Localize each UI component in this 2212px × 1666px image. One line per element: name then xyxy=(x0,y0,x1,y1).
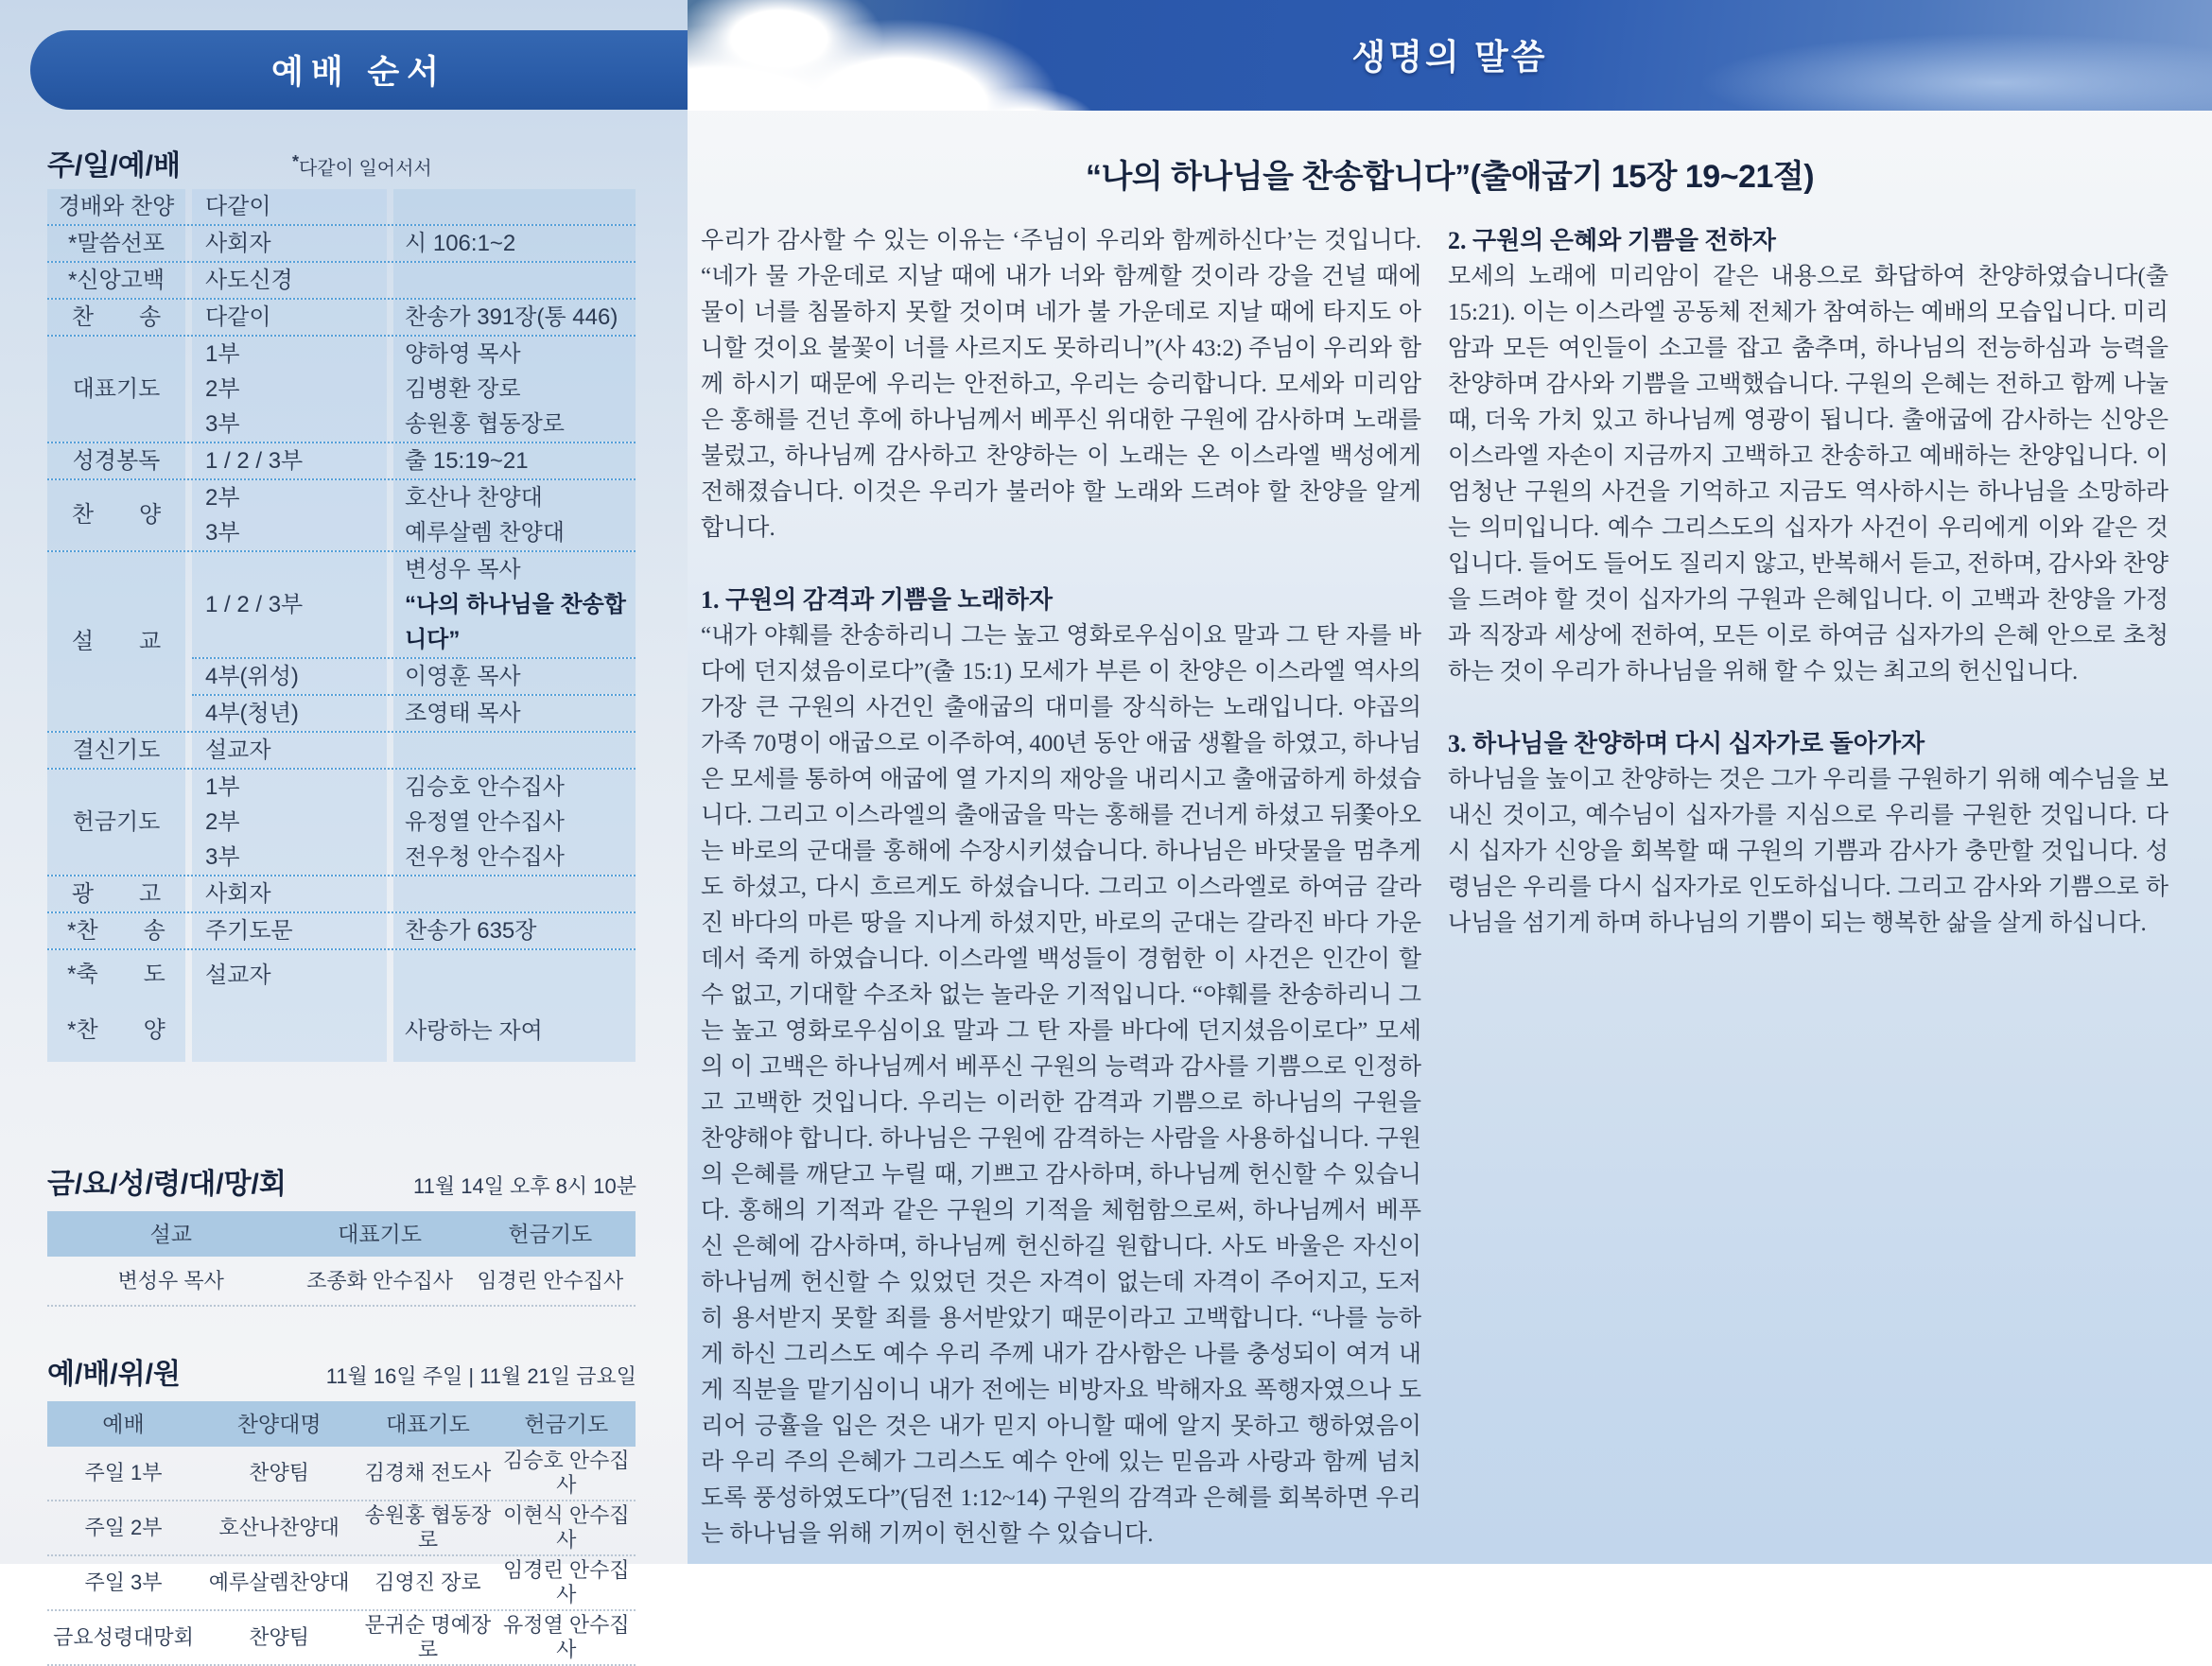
table-row xyxy=(47,1501,636,1556)
worship-item-label: *신앙고백 xyxy=(47,263,185,298)
worship-segment-part: 2부 xyxy=(192,372,387,407)
column-header: 대표기도 xyxy=(338,1222,422,1246)
worship-segment-part: 주기도문 xyxy=(192,913,387,948)
worship-value-line: 예루살렘 찬양대 xyxy=(405,520,565,546)
worship-value-line: 조영태 목사 xyxy=(405,701,521,726)
worship-row-segments xyxy=(192,770,636,875)
worship-segment-value xyxy=(393,189,636,224)
worship-committee-title: 예/배/위/원 xyxy=(47,1359,181,1390)
worship-value-line: 김승호 안수집사 xyxy=(405,774,565,800)
table-cell: 김경채 전도사 xyxy=(364,1461,492,1484)
worship-segment-part: 3부 xyxy=(192,515,387,550)
worship-row-segments xyxy=(192,876,636,911)
table-row xyxy=(47,1611,636,1666)
worship-item-label: 헌금기도 xyxy=(47,770,185,875)
worship-item-label: 결신기도 xyxy=(47,733,185,768)
worship-segment-part xyxy=(192,999,387,1062)
worship-segment-value xyxy=(393,733,636,768)
worship-segment-part: 4부(청년) xyxy=(192,696,387,731)
sermon-paragraph: “내가 야훼를 찬송하리니 그는 높고 영화로우심이요 말과 그 탄 자를 바다에 던지셨음이로다”(출 15:1) 모세가 부른 이 찬양은 이스라엘 역사의 가장 큰 구원의 사건인 출애굽의 대미를 장식하는 노래입니다. 야곱의 가족 70명이 애굽으로 이주하여, 400년 동안 애굽 생활을 하였고, 하나님은 모세를 통하여 애굽에 열 가지의 재앙을 내리시고 출애굽하게 하셨습니다. 그리고 이스라엘의 출애굽을 막는 홍해를 건너게 하셨고 뒤쫓아오는 바로의 군대를 홍해에 수장시키셨습니다. 하나님은 바닷물을 멈추게도 하셨고, 다시 흐르게도 하셨습니다. 그리고 이스라엘로 하여금 갈라진 바다의 마른 땅을 지나게 하셨지만, 바로의 군대는 갈라진 바다 가운데서 죽게 하였습니다. 이스라엘 백성들이 경험한 이 사건은 인간이 할 수 없고, 기대할 수조차 없는 놀라운 기적입니다. “야훼를 찬송하리니 그는 높고 영화로우심이요 말과 그 탄 자를 바다에 던지셨음이로다” 모세의 이 고백은 하나님께서 베푸신 구원의 능력과 감사를 기쁨으로 인정하고 고백한 것입니다. 우리는 이러한 감격과 기쁨으로 하나님의 구원을 찬양해야 합니다. 하나님은 구원에 감격하는 사람을 사용하십니다. 구원의 은혜를 깨닫고 누릴 때, 기쁘고 감사하며, 하나님께 헌신할 수 있습니다. 홍해의 기적과 같은 구원의 기적을 체험함으로써, 하나님께서 베푸신 은혜에 감사하며, 하나님께 헌신하길 원합니다. 사도 바울은 자신이 하나님께 헌신할 수 있었던 것은 자격이 없는데 자격이 주어지고, 도저히 용서받지 못할 죄를 용서받았기 때문이라고 고백합니다. “나를 능하게 하신 그리스도 예수 우리 주께 내가 감사함은 나를 충성되이 여겨 내게 직분을 맡기심이니 내가 전에는 비방자요 박해자요 폭행자였으나 도리어 긍휼을 입은 것은 내가 믿지 아니할 때에 알지 못하고 행하였음이라 우리 주의 은혜가 그리스도 예수 안에 있는 믿음과 사랑과 함께 넘치도록 풍성하였도다”(딤전 1:12~14) 구원의 감격과 은혜를 회복하면 우리는 하나님을 위해 기꺼이 헌신할 수 있습니다. xyxy=(701,623,1421,1547)
worship-value-line: 전우청 안수집사 xyxy=(405,844,565,870)
worship-row xyxy=(47,552,636,733)
worship-segment-part: 설교자 xyxy=(192,950,387,999)
worship-segment xyxy=(192,770,636,805)
table-cell: 찬양팀 xyxy=(249,1461,310,1484)
worship-segment xyxy=(192,733,636,768)
worship-value-line: 찬송가 391장(통 446) xyxy=(405,304,618,330)
table-cell: 김영진 장로 xyxy=(374,1571,481,1594)
friday-service-section xyxy=(47,1160,636,1307)
worship-segment-value xyxy=(393,515,636,550)
worship-row-segments xyxy=(192,552,636,731)
worship-segment xyxy=(192,480,636,515)
worship-row-segments xyxy=(192,950,636,999)
table-cell: 변성우 목사 xyxy=(117,1268,224,1293)
worship-segment-part: 다같이 xyxy=(192,189,387,224)
worship-segment-part: 2부 xyxy=(192,480,387,515)
worship-value-line: 김병환 장로 xyxy=(405,376,521,402)
worship-row xyxy=(47,189,636,226)
worship-row-segments xyxy=(192,189,636,224)
column-header: 찬양대명 xyxy=(236,1412,322,1436)
worship-item-label: 찬 송 xyxy=(47,300,185,335)
worship-row-segments xyxy=(192,263,636,298)
worship-segment-value xyxy=(393,696,636,731)
table-cell: 문귀순 명예장로 xyxy=(364,1613,492,1661)
worship-order-banner-title: 예배 순서 xyxy=(271,54,446,91)
column-header: 대표기도 xyxy=(386,1412,470,1436)
worship-value-line: 양하영 목사 xyxy=(405,341,521,367)
worship-row-segments xyxy=(192,443,636,478)
worship-segment-value xyxy=(393,659,636,694)
worship-item-label: *말씀선포 xyxy=(47,226,185,261)
sermon-section-heading: 2. 구원의 은혜와 기쁨을 전하자 xyxy=(1448,227,1776,254)
table-cell: 송원홍 협동장로 xyxy=(364,1503,492,1552)
worship-segment xyxy=(192,189,636,224)
table-cell: 이현식 안수집사 xyxy=(503,1503,630,1552)
worship-order-banner xyxy=(30,30,688,110)
standing-note xyxy=(292,152,432,183)
worship-segment-value xyxy=(393,876,636,911)
worship-segment-part: 3부 xyxy=(192,840,387,875)
worship-segment-part: 사회자 xyxy=(192,226,387,261)
table-row xyxy=(47,1257,636,1307)
worship-item-label: *축 도 xyxy=(47,950,185,999)
worship-segment-value xyxy=(393,480,636,515)
worship-value-line: 송원홍 협동장로 xyxy=(405,411,565,437)
worship-segment xyxy=(192,263,636,298)
table-header-row xyxy=(47,1211,636,1257)
table-cell: 찬양팀 xyxy=(249,1625,310,1649)
worship-row xyxy=(47,950,636,999)
table-cell: 예루살렘찬양대 xyxy=(208,1571,350,1594)
worship-value-line: 시 106:1~2 xyxy=(405,231,516,256)
table-row xyxy=(47,1447,636,1501)
worship-segment xyxy=(192,913,636,948)
worship-row-segments xyxy=(192,337,636,442)
worship-segment xyxy=(192,372,636,407)
sermon-banner-title: 생명의 말씀 xyxy=(1351,37,1548,77)
worship-item-label: 경배와 찬양 xyxy=(47,189,185,224)
worship-segment xyxy=(192,337,636,372)
worship-segment-part: 4부(위성) xyxy=(192,659,387,694)
worship-item-label: 대표기도 xyxy=(47,337,185,442)
worship-row xyxy=(47,300,636,337)
worship-segment-value xyxy=(393,950,636,999)
worship-segment-part: 3부 xyxy=(192,407,387,442)
worship-value-line: 이영훈 목사 xyxy=(405,664,521,689)
sermon-panel xyxy=(688,0,2212,1564)
worship-segment xyxy=(192,950,636,999)
table-cell: 주일 2부 xyxy=(84,1516,163,1539)
worship-segment-part: 사회자 xyxy=(192,876,387,911)
worship-segment-value xyxy=(393,443,636,478)
worship-segment xyxy=(192,515,636,550)
standing-note-text: 다같이 일어서서 xyxy=(298,159,432,180)
worship-segment xyxy=(192,407,636,442)
worship-row-segments xyxy=(192,913,636,948)
worship-row-segments xyxy=(192,300,636,335)
worship-segment-value xyxy=(393,999,636,1062)
table-cell: 호산나찬양대 xyxy=(218,1516,340,1539)
worship-segment xyxy=(192,552,636,657)
worship-row xyxy=(47,733,636,770)
worship-committee-section xyxy=(47,1350,636,1666)
sermon-section-heading: 3. 하나님을 찬양하며 다시 십자가로 돌아가자 xyxy=(1448,730,1925,757)
worship-segment-value xyxy=(393,840,636,875)
worship-segment-value xyxy=(393,407,636,442)
left-content xyxy=(47,142,636,1666)
worship-value-line: 사랑하는 자여 xyxy=(405,1017,543,1044)
friday-service-table xyxy=(47,1211,636,1307)
friday-service-header xyxy=(47,1160,636,1202)
worship-segment-part: 사도신경 xyxy=(192,263,387,298)
worship-segment-part: 1 / 2 / 3부 xyxy=(192,552,387,657)
worship-segment-part: 다같이 xyxy=(192,300,387,335)
sunday-worship-title: 주/일/예/배 xyxy=(47,150,181,182)
worship-segment xyxy=(192,876,636,911)
worship-segment xyxy=(192,300,636,335)
worship-segment xyxy=(192,657,636,694)
worship-row-segments xyxy=(192,999,636,1062)
sermon-banner-sky-image xyxy=(688,0,2212,111)
worship-segment xyxy=(192,226,636,261)
worship-item-label: 찬 양 xyxy=(47,480,185,550)
column-header: 헌금기도 xyxy=(508,1222,593,1246)
worship-item-label: 성경봉독 xyxy=(47,443,185,478)
table-header-row xyxy=(47,1401,636,1447)
worship-segment-value xyxy=(393,337,636,372)
worship-row-segments xyxy=(192,733,636,768)
worship-row-segments xyxy=(192,480,636,550)
worship-value-line: 유정열 안수집사 xyxy=(405,809,565,835)
sermon-body xyxy=(701,223,2168,1558)
worship-item-label: 설 교 xyxy=(47,552,185,731)
worship-row xyxy=(47,913,636,950)
worship-segment xyxy=(192,805,636,840)
worship-segment xyxy=(192,694,636,731)
worship-segment-value xyxy=(393,552,636,657)
worship-value-line: 호산나 찬양대 xyxy=(405,485,543,511)
worship-order-panel xyxy=(0,0,688,1661)
column-header: 예배 xyxy=(102,1412,145,1436)
table-cell: 유정열 안수집사 xyxy=(503,1613,630,1661)
worship-segment-part: 설교자 xyxy=(192,733,387,768)
column-header: 설교 xyxy=(149,1222,192,1246)
worship-table xyxy=(47,189,636,1062)
worship-segment xyxy=(192,840,636,875)
table-cell: 조종화 안수집사 xyxy=(306,1268,453,1293)
worship-segment-part: 2부 xyxy=(192,805,387,840)
worship-segment-part: 1부 xyxy=(192,770,387,805)
worship-row xyxy=(47,337,636,443)
sermon-title: “나의 하나님을 찬송합니다”(출애굽기 15장 19~21절) xyxy=(1085,159,1815,195)
worship-row xyxy=(47,999,636,1062)
worship-value-line: 변성우 목사 xyxy=(405,557,521,582)
worship-row xyxy=(47,770,636,876)
worship-row xyxy=(47,226,636,263)
worship-segment-value xyxy=(393,372,636,407)
worship-row xyxy=(47,876,636,913)
table-cell: 임경린 안수집사 xyxy=(477,1268,624,1293)
sermon-paragraph: 하나님을 높이고 찬양하는 것은 그가 우리를 구원하기 위해 예수님을 보내신 것이고, 예수님이 십자가를 지심으로 우리를 구원한 것입니다. 다시 십자가 신앙을 회복할 때 구원의 기쁨과 감사가 충만할 것입니다. 성령님은 우리를 다시 십자가로 인도하십니다. 그리고 감사와 기쁨으로 하나님을 섬기게 하며 하나님의 기쁨이 되는 행복한 삶을 살게 하십니다. xyxy=(1448,767,2168,936)
worship-row-segments xyxy=(192,226,636,261)
worship-segment-value xyxy=(393,263,636,298)
table-row xyxy=(47,1556,636,1611)
worship-committee-header xyxy=(47,1350,636,1392)
column-header: 헌금기도 xyxy=(524,1412,609,1436)
friday-service-date: 11월 14일 오후 8시 10분 xyxy=(413,1174,636,1198)
sermon-title-in-table: “나의 하나님을 찬송합니다” xyxy=(405,592,626,652)
table-cell: 김승호 안수집사 xyxy=(503,1449,630,1497)
worship-segment-value xyxy=(393,300,636,335)
worship-committee-date: 11월 16일 주일 | 11월 21일 금요일 xyxy=(325,1364,636,1388)
worship-segment xyxy=(192,999,636,1062)
worship-row xyxy=(47,480,636,552)
worship-segment-value xyxy=(393,770,636,805)
worship-value-line: 출 15:19~21 xyxy=(405,448,529,474)
worship-item-label: *찬 양 xyxy=(47,999,185,1062)
worship-value-line: 찬송가 635장 xyxy=(405,918,537,944)
table-cell: 주일 3부 xyxy=(84,1571,163,1594)
worship-committee-table xyxy=(47,1401,636,1666)
table-cell: 임경린 안수집사 xyxy=(503,1558,630,1606)
worship-segment-part: 1 / 2 / 3부 xyxy=(192,443,387,478)
friday-service-title: 금/요/성/령/대/망/회 xyxy=(47,1169,287,1200)
worship-item-label: *찬 송 xyxy=(47,913,185,948)
worship-segment xyxy=(192,443,636,478)
worship-row xyxy=(47,263,636,300)
worship-segment-value xyxy=(393,805,636,840)
worship-item-label: 광 고 xyxy=(47,876,185,911)
table-cell: 주일 1부 xyxy=(84,1461,163,1484)
sermon-section-heading: 1. 구원의 감격과 기쁨을 노래하자 xyxy=(701,586,1054,614)
sermon-paragraph: 모세의 노래에 미리암이 같은 내용으로 화답하여 찬양하였습니다(출 15:21). 이는 이스라엘 공동체 전체가 참여하는 예배의 모습입니다. 미리암과 모든 여인들이 소고를 잡고 춤추며, 하나님의 전능하심과 능력을 찬양하며 감사와 기쁨을 고백했습니다. 구원의 은혜는 전하고 함께 나눌 때, 더욱 가치 있고 하나님께 영광이 됩니다. 출애굽에 감사하는 신앙은 이스라엘 자손이 지금까지 고백하고 찬송하고 예배하는 찬양입니다. 이 엄청난 구원의 사건을 기억하고 지금도 역사하시는 하나님을 소망하라는 의미입니다. 예수 그리스도의 십자가 사건이 우리에게 이와 같은 것입니다. 들어도 들어도 질리지 않고, 반복해서 듣고, 전하며, 감사와 찬양을 드려야 할 것이 십자가의 구원과 은혜입니다. 이 고백과 찬양을 가정과 직장과 세상에 전하여, 모든 이로 하여금 십자가의 은혜 안으로 초청하는 것이 우리가 하나님을 위해 할 수 있는 최고의 헌신입니다. xyxy=(1448,264,2168,685)
worship-segment-value xyxy=(393,913,636,948)
sunday-worship-header xyxy=(47,142,636,183)
sermon-paragraph: 우리가 감사할 수 있는 이유는 ‘주님이 우리와 함께하신다’는 것입니다. “네가 물 가운데로 지날 때에 내가 너와 함께할 것이라 강을 건널 때에 물이 너를 침몰하지 못할 것이며 네가 불 가운데로 지날 때에 타지도 아니할 것이요 불꽃이 너를 사르지도 못하리니”(사 43:2) 주님이 우리와 함께 하시기 때문에 우리는 안전하고, 우리는 승리합니다. 모세와 미리암은 홍해를 건넌 후에 하나님께서 베푸신 위대한 구원에 감사하며 노래를 불렀고, 하나님께 감사하고 찬양하는 이 노래는 온 이스라엘 백성에게 전해졌습니다. 이것은 우리가 불러야 할 노래와 드려야 할 찬양을 알게 합니다. xyxy=(701,228,1421,541)
worship-segment-part: 1부 xyxy=(192,337,387,372)
worship-row xyxy=(47,443,636,480)
worship-segment-value xyxy=(393,226,636,261)
table-cell: 금요성령대망회 xyxy=(53,1625,194,1649)
asterisk-mark: * xyxy=(291,152,299,172)
